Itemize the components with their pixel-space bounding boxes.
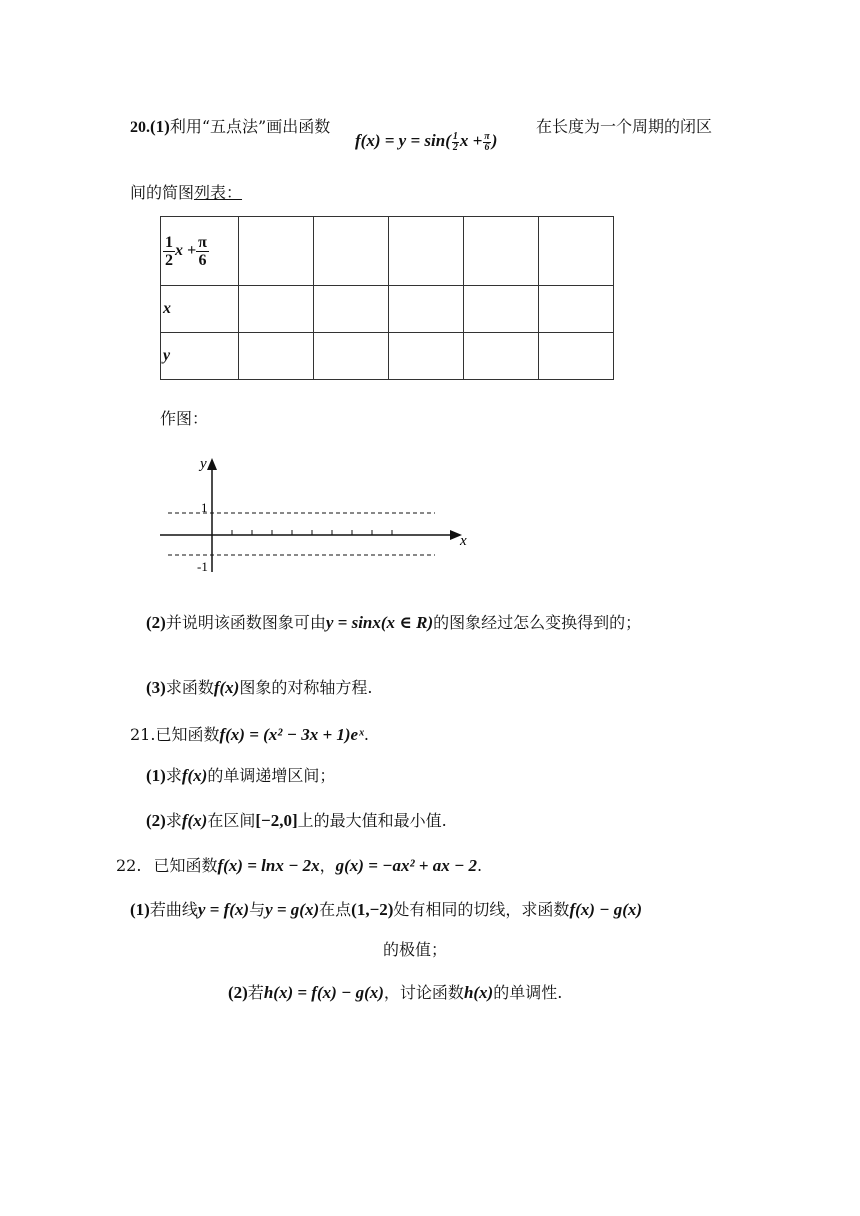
frac-num: 1 xyxy=(452,130,458,142)
table-cell[interactable] xyxy=(464,217,539,286)
q20-part2-text-a: 并说明该函数图象可由 xyxy=(165,613,326,632)
q21-number: 21. xyxy=(130,725,156,744)
q20-part1-text-a: 利用“五点法”画出函数 xyxy=(169,117,331,136)
table-row xyxy=(161,333,614,380)
q22-text-a: 已知函数 xyxy=(153,856,218,875)
five-point-table xyxy=(160,216,614,380)
q20-part3-line xyxy=(146,675,372,701)
q20-function-formula xyxy=(355,128,497,154)
q21-part1-text-a: 求 xyxy=(165,766,182,785)
q20-part1-line2 xyxy=(130,180,242,206)
table-cell[interactable] xyxy=(464,333,539,380)
table-cell[interactable] xyxy=(314,217,389,286)
frac-num: π xyxy=(484,130,490,142)
q22-part1-text-a: 若曲线 xyxy=(149,900,198,919)
q22-sep: ， xyxy=(319,856,336,875)
q21-text-a: 已知函数 xyxy=(155,725,220,744)
frac-den: 6 xyxy=(198,251,207,269)
q20-part2-text-b: 的图象经过怎么变换得到的； xyxy=(433,613,642,632)
table-head-x: x xyxy=(161,286,239,333)
q21-line xyxy=(130,722,369,748)
q22-part2-formula: h(x) = f(x) − g(x) xyxy=(263,983,384,1002)
frac-den: 6 xyxy=(484,141,490,153)
table-cell[interactable] xyxy=(314,286,389,333)
table-cell[interactable] xyxy=(389,333,464,380)
table-cell[interactable] xyxy=(239,333,314,380)
q20-part2-line xyxy=(146,610,641,636)
frac-num: 1 xyxy=(165,233,173,251)
q22-part1-f1: y = f(x) xyxy=(197,900,250,919)
q20-part1-label: (1) xyxy=(150,117,170,136)
q20-part1-text-d: 列表： xyxy=(194,183,243,202)
q20-part1-line xyxy=(130,114,330,141)
formula-end: ) xyxy=(491,131,498,150)
y-axis-label: y xyxy=(200,456,207,472)
frac-num: π xyxy=(198,233,207,251)
formula-mid: x + xyxy=(459,131,483,150)
q21-part1-text-b: 的单调递增区间； xyxy=(207,766,336,785)
q22-line xyxy=(116,853,482,879)
coordinate-axes xyxy=(150,450,480,580)
frac-den: 2 xyxy=(452,141,458,153)
q22-text-end: . xyxy=(477,856,483,875)
q20-part2-formula: y = sinx(x ∈ R) xyxy=(325,613,434,632)
q22-part1-f3: f(x) − g(x) xyxy=(569,900,643,919)
q22-formula-f: f(x) = lnx − 2x xyxy=(217,856,320,875)
q22-part1-label: (1) xyxy=(130,900,150,919)
table-head-phase xyxy=(161,217,239,286)
q22-part2-f2: h(x) xyxy=(463,983,494,1002)
q22-part1-text-c: 在点 xyxy=(319,900,352,919)
x-axis-label: x xyxy=(460,533,467,549)
q21-text-end: . xyxy=(363,725,369,744)
q21-part2-text-a: 求 xyxy=(165,811,182,830)
q21-part2-line xyxy=(146,808,447,834)
table-cell[interactable] xyxy=(539,217,614,286)
q22-part1-line xyxy=(130,897,642,923)
table-cell[interactable] xyxy=(389,286,464,333)
frac-den: 2 xyxy=(165,251,173,269)
table-head-y: y xyxy=(161,333,239,380)
q22-number: 22. xyxy=(116,856,142,875)
tick-label-1: 1 xyxy=(201,500,208,515)
head-frac-half xyxy=(163,234,175,269)
q21-part1-line xyxy=(146,763,335,789)
q20-part3-formula: f(x) xyxy=(213,678,240,697)
q21-part2-text-c: 上的最大值和最小值. xyxy=(297,811,447,830)
q22-part2-text-a: 若 xyxy=(247,983,264,1002)
frac-half xyxy=(452,132,459,153)
tick-label-neg1: -1 xyxy=(197,559,208,574)
table-row xyxy=(161,217,614,286)
q21-part1-label: (1) xyxy=(146,766,166,785)
q22-part1-text-b: 与 xyxy=(249,900,266,919)
q20-draw-label: 作图： xyxy=(160,409,209,428)
q21-part2-label: (2) xyxy=(146,811,166,830)
q22-part1-f2: y = g(x) xyxy=(265,900,320,919)
table-cell[interactable] xyxy=(239,217,314,286)
q22-part2-text-b: ，讨论函数 xyxy=(383,983,464,1002)
q20-part3-label: (3) xyxy=(146,678,166,697)
frac-pi xyxy=(483,132,490,153)
q22-part1-point: (1,−2) xyxy=(351,900,394,919)
q20-number: 20. xyxy=(130,119,150,136)
q21-part1-formula: f(x) xyxy=(181,766,208,785)
q21-part2-interval: [−2,0] xyxy=(255,811,298,830)
q22-formula-g: g(x) = −ax² + ax − 2 xyxy=(335,856,478,875)
q22-part1-text-d: 处有相同的切线，求函数 xyxy=(393,900,570,919)
q22-part2-text-c: 的单调性. xyxy=(493,983,563,1002)
y-axis-arrow-icon xyxy=(207,458,217,470)
head-x: x + xyxy=(175,241,197,259)
q20-part3-text-a: 求函数 xyxy=(165,678,214,697)
q20-part1-text-b: 在长度为一个周期的闭区 xyxy=(536,117,713,136)
table-row xyxy=(161,286,614,333)
q22-part1-text-e: 的极值； xyxy=(383,940,448,959)
q21-part2-formula: f(x) xyxy=(181,811,208,830)
q22-part2-label: (2) xyxy=(228,983,248,1002)
table-cell[interactable] xyxy=(389,217,464,286)
q21-formula: f(x) = (x² − 3x + 1)eˣ xyxy=(219,725,364,744)
q20-part3-text-b: 图象的对称轴方程. xyxy=(239,678,373,697)
table-cell[interactable] xyxy=(464,286,539,333)
q20-part1-text-c: 间的简图 xyxy=(130,183,195,202)
table-cell[interactable] xyxy=(314,333,389,380)
table-cell[interactable] xyxy=(539,286,614,333)
table-cell[interactable] xyxy=(239,286,314,333)
head-frac-pi xyxy=(196,234,209,269)
q22-part2-line xyxy=(228,980,562,1006)
q20-part2-label: (2) xyxy=(146,613,166,632)
formula-part: f(x) = y = sin( xyxy=(355,131,451,150)
q21-part2-text-b: 在区间 xyxy=(207,811,256,830)
table-cell[interactable] xyxy=(539,333,614,380)
